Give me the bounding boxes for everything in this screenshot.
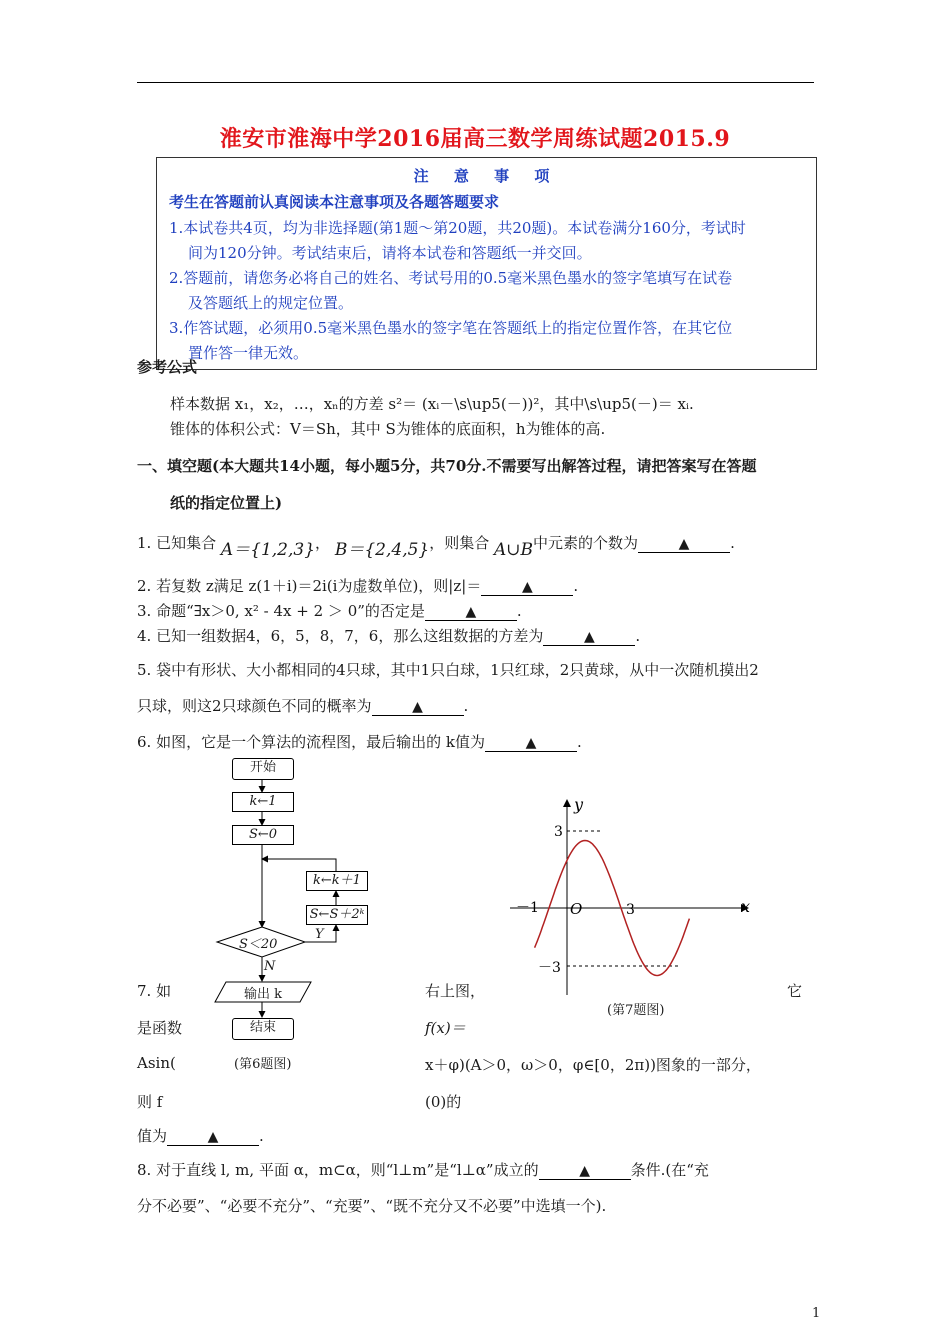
formula-cone-volume: 锥体的体积公式：V＝Sh，其中 S为锥体的底面积，h为锥体的高.: [170, 420, 606, 438]
question-6: [137, 731, 582, 752]
q8-text: 8. 对于直线 l, m, 平面 α，m⊂α，则“l⊥m”是“l⊥α”成立的: [137, 1161, 539, 1179]
question-8: [137, 1159, 709, 1180]
graph-caption: (第7题图): [607, 1003, 665, 1018]
flow-k-increment: k←k＋1: [306, 871, 368, 891]
q4-end: .: [635, 627, 641, 645]
flow-s-update: S←S＋2ᵏ: [306, 905, 368, 925]
q1-end: .: [730, 534, 735, 552]
x-axis-label: x: [741, 897, 751, 916]
q4-text: 4. 已知一组数据4，6，5，8，7，6，那么这组数据的方差为: [137, 627, 544, 645]
q1-union: A∪B: [494, 540, 534, 560]
tick-x-left: －1: [516, 900, 539, 916]
q7-end: .: [259, 1127, 264, 1145]
origin-label: O: [570, 900, 583, 918]
question-3: [137, 600, 522, 621]
notice-item-3-cont: 置作答一律无效。: [188, 344, 309, 362]
q5-end: .: [463, 697, 469, 715]
answer-blank-1[interactable]: [638, 535, 730, 553]
tick-x-right: 3: [626, 902, 635, 918]
q7-fragment-a: 7. 如: [137, 982, 172, 1000]
notice-item-1: 1.本试卷共4页，均为非选择题(第1题～第20题，共20题)。本试卷满分160分，考试时: [169, 219, 746, 237]
q7-answer-line: [137, 1125, 264, 1146]
flow-yes-label: Y: [315, 927, 324, 942]
tick-y-top: 3: [554, 824, 563, 840]
q1-set-a: A＝{1,2,3}: [220, 540, 316, 560]
q1-separator: ，: [315, 534, 331, 552]
question-1: [137, 528, 735, 560]
flow-output: 输出 k: [243, 987, 282, 1002]
q1-mid: ，则集合: [429, 534, 490, 552]
q2-text: 2. 若复数 z满足 z(1＋i)＝2i(i为虚数单位)，则|z|＝: [137, 577, 482, 595]
answer-blank-2[interactable]: [481, 578, 573, 596]
answer-blank-3[interactable]: [425, 603, 517, 621]
q7-fragment-j: 值为: [137, 1127, 168, 1145]
notice-heading: 注 意 事 项: [413, 167, 560, 185]
formula-variance: 样本数据 x₁，x₂，…，xₙ的方差 s²＝ (xᵢ－\s\up5(－))²，其中\s\up5(－)＝ xᵢ.: [170, 395, 694, 413]
q5-text: 只球，则这2只球颜色不同的概率为: [137, 697, 372, 715]
q6-text: 6. 如图，它是一个算法的流程图，最后输出的 k值为: [137, 733, 485, 751]
flow-start: 开始: [232, 758, 294, 780]
q7-fragment-f: Asin(: [137, 1054, 176, 1072]
formulas-heading: 参考公式: [137, 358, 198, 376]
tick-y-bottom: －3: [538, 960, 561, 976]
question-4: [137, 625, 640, 646]
section1-heading-cont: 纸的指定位置上): [170, 494, 283, 512]
q3-end: .: [516, 602, 522, 620]
top-rule: [137, 82, 814, 83]
q7-fragment-g: x＋φ)(A＞0，ω＞0，φ∈[0，2π))图象的一部分，: [425, 1056, 761, 1074]
q2-end: .: [573, 577, 579, 595]
q3-text: 3. 命题“∃x＞0, x² - 4x + 2 ＞ 0”的否定是: [137, 602, 425, 620]
answer-blank-6[interactable]: [485, 734, 577, 752]
q7-fragment-h: 则 f: [137, 1093, 163, 1111]
question-5: 5. 袋中有形状、大小都相同的4只球，其中1只白球，1只红球，2只黄球，从中一次随机摸出2: [137, 661, 759, 679]
answer-blank-8[interactable]: [539, 1162, 631, 1180]
q7-fragment-i: (0)的: [425, 1093, 462, 1111]
notice-item-2-cont: 及答题纸上的规定位置。: [188, 294, 354, 312]
page-number: 1: [812, 1306, 821, 1321]
section1-heading: 一、填空题(本大题共14小题，每小题5分，共70分.不需要写出解答过程，请把答案写在答题: [137, 457, 757, 475]
notice-box: [156, 157, 817, 370]
q8-post: 条件.(在“充: [630, 1161, 709, 1179]
notice-subheading: 考生在答题前认真阅读本注意事项及各题答题要求: [169, 193, 500, 211]
question-5-cont: [137, 695, 468, 716]
q1-post: 中元素的个数为: [533, 534, 639, 552]
flow-no-label: N: [264, 959, 276, 974]
question-2: [137, 575, 578, 596]
q7-fragment-b: 右上图，: [425, 982, 486, 1000]
q1-set-b: B＝{2,4,5}: [334, 540, 430, 560]
q7-fragment-d: 是函数: [137, 1019, 183, 1037]
page-title: 淮安市淮海中学2016届高三数学周练试题2015.9: [219, 126, 731, 152]
flow-condition: S＜20: [239, 937, 278, 952]
notice-item-2: 2.答题前，请您务必将自己的姓名、考试号用的0.5毫米黑色墨水的签字笔填写在试卷: [169, 269, 733, 287]
y-axis-label: y: [574, 795, 584, 814]
flow-s-init: S←0: [232, 825, 294, 845]
answer-blank-4[interactable]: [543, 628, 635, 646]
q7-fragment-e: f(x)＝: [425, 1019, 466, 1037]
q7-fragment-c: 它: [787, 982, 803, 1000]
sine-graph: [510, 790, 770, 1000]
question-8-cont: 分不必要”、“必要不充分”、“充要”、“既不充分又不必要”中选填一个).: [137, 1197, 607, 1215]
answer-blank-7[interactable]: [167, 1128, 259, 1146]
q1-prefix: 1. 已知集合: [137, 534, 217, 552]
q6-end: .: [576, 733, 582, 751]
flowchart-caption: (第6题图): [234, 1057, 292, 1072]
notice-item-3: 3.作答试题，必须用0.5毫米黑色墨水的签字笔在答题纸上的指定位置作答，在其它位: [169, 319, 733, 337]
flow-k-init: k←1: [232, 792, 294, 812]
flow-end: 结束: [232, 1018, 294, 1040]
answer-blank-5[interactable]: [372, 698, 464, 716]
notice-item-1-cont: 间为120分钟。考试结束后，请将本试卷和答题纸一并交回。: [188, 244, 592, 262]
